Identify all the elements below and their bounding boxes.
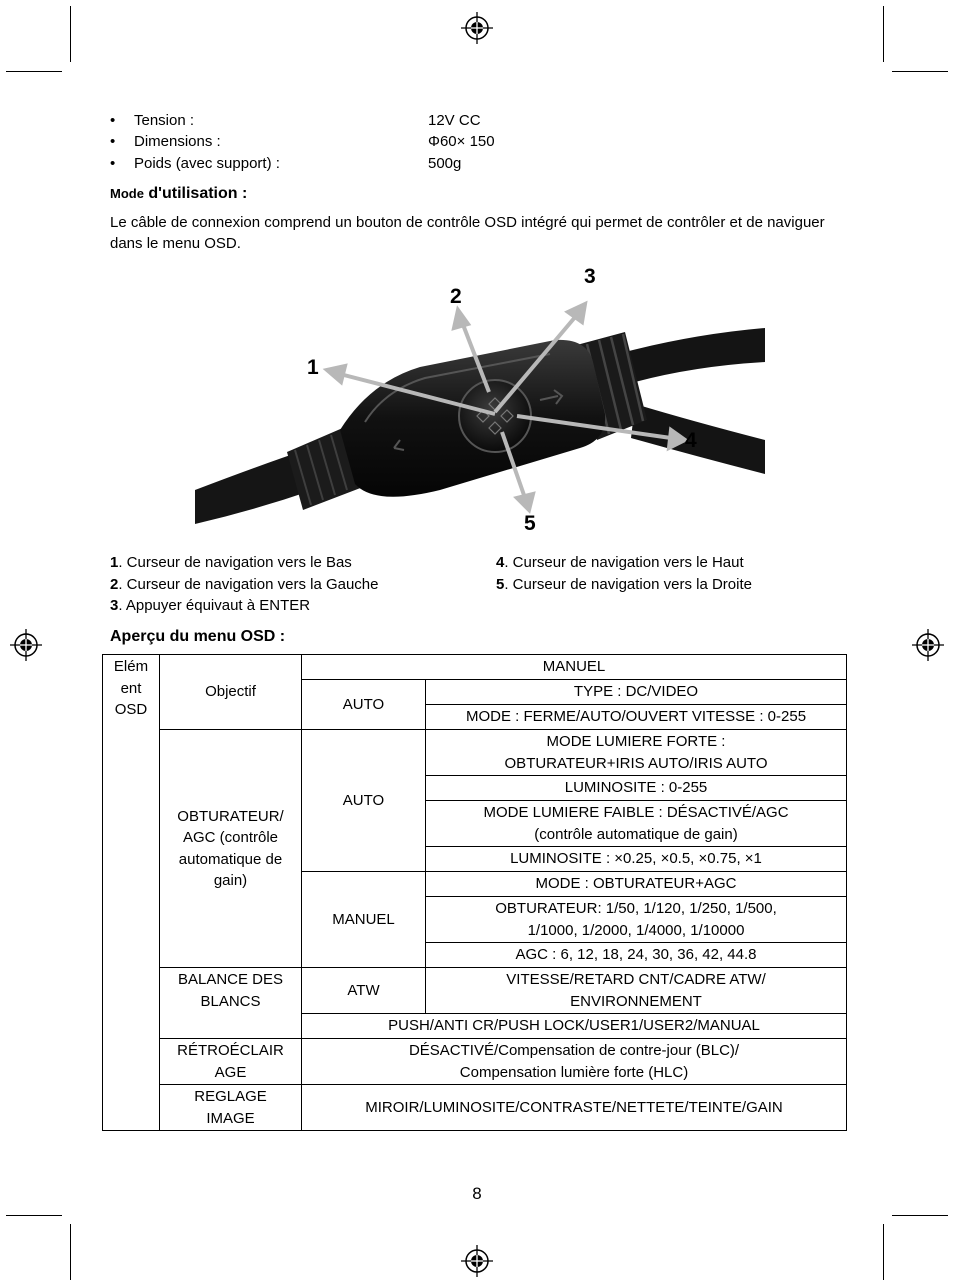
legend-text: . Curseur de navigation vers la Droite	[504, 575, 752, 593]
usage-heading-rest: d'utilisation :	[148, 185, 248, 202]
luminosite-factor-cell: LUMINOSITE : ×0.25, ×0.5, ×0.75, ×1	[426, 847, 847, 872]
image-label-cell	[160, 1085, 302, 1131]
page-number: 8	[472, 1184, 482, 1203]
manuel-header-cell: MANUEL	[302, 655, 847, 680]
objectif-cell: Objectif	[160, 655, 302, 730]
legend-text: . Appuyer équivaut à ENTER	[118, 597, 311, 614]
cell-line: Compensation lumière forte (HLC)	[459, 1063, 689, 1081]
bullet: •	[110, 133, 116, 150]
shutter-speeds-cell	[426, 897, 847, 943]
usage-paragraph: Le câble de connexion comprend un bouton de contrôle OSD intégré qui permet de contrôler et de naviguer dans le menu OSD.	[110, 214, 825, 252]
legend-right	[496, 552, 752, 595]
registration-mark-icon	[910, 627, 946, 663]
table-row	[103, 1085, 847, 1131]
spec-label: Tension :	[134, 112, 195, 129]
agc-values-cell: AGC : 6, 12, 18, 24, 30, 36, 42, 44.8	[426, 943, 847, 968]
cell-line: MODE LUMIERE FORTE :	[546, 733, 726, 750]
osd-menu-table	[102, 654, 847, 1131]
usage-heading	[110, 185, 247, 203]
label-line: BLANCS	[200, 992, 261, 1010]
auto-cell: AUTO	[302, 680, 426, 730]
crop-mark	[892, 71, 948, 72]
crop-mark	[6, 1215, 62, 1216]
table-row	[103, 655, 847, 680]
osd-heading: Aperçu du menu OSD :	[110, 628, 286, 645]
legend-item	[496, 574, 752, 596]
figure-label-4: 4	[685, 429, 697, 452]
legend-item	[110, 574, 379, 596]
table-row	[103, 730, 847, 776]
mode-cell: MODE : FERME/AUTO/OUVERT VITESSE : 0-255	[426, 705, 847, 730]
legend-text: . Curseur de navigation vers la Gauche	[118, 575, 379, 593]
cell-line: (contrôle automatique de gain)	[534, 825, 738, 843]
atw-speed-cell	[426, 968, 847, 1014]
figure-label-2: 2	[450, 285, 462, 308]
label-line: AGE	[214, 1063, 247, 1081]
legend-number: 4	[496, 554, 505, 571]
label-line: AGC (contrôle	[182, 829, 279, 846]
image-value-cell: MIROIR/LUMINOSITE/CONTRASTE/NETTETE/TEINTE/GAIN	[302, 1085, 847, 1131]
cell-line: DÉSACTIVÉ/Compensation de contre-jour (BLC)/	[408, 1042, 740, 1059]
spec-value: 12V CC	[428, 112, 481, 129]
label-line: OBTURATEUR/	[177, 807, 284, 825]
figure-label-1: 1	[307, 356, 319, 379]
legend-left	[110, 552, 379, 617]
crop-mark	[6, 71, 62, 72]
label-line: BALANCE DES	[177, 971, 284, 988]
elem-header-cell	[103, 655, 160, 1131]
spec-value: 500g	[428, 155, 462, 172]
obturateur-manuel-cell: MANUEL	[302, 872, 426, 968]
legend-item	[110, 552, 379, 574]
crop-mark	[892, 1215, 948, 1216]
label-line: gain)	[213, 872, 248, 889]
label-line: RÉTROÉCLAIR	[177, 1042, 284, 1059]
registration-mark-icon	[459, 10, 495, 46]
label-line: automatique de	[178, 850, 283, 868]
elem-header-line: OSD	[114, 701, 148, 718]
white-balance-label-cell	[160, 968, 302, 1039]
cell-line: 1/1000, 1/2000, 1/4000, 1/10000	[527, 921, 745, 939]
crop-mark	[883, 6, 884, 62]
obturateur-label-cell	[160, 730, 302, 968]
spec-value: Φ60× 150	[428, 133, 495, 150]
lumiere-forte-cell	[426, 730, 847, 776]
elem-header-line: ent	[120, 679, 142, 697]
crop-mark	[70, 1224, 71, 1280]
backlight-label-cell	[160, 1039, 302, 1085]
atw-cell: ATW	[302, 968, 426, 1014]
figure-label-5: 5	[524, 512, 536, 535]
registration-mark-icon	[8, 627, 44, 663]
obturateur-auto-cell: AUTO	[302, 730, 426, 872]
bullet: •	[110, 112, 116, 129]
cell-line: VITESSE/RETARD CNT/CADRE ATW/	[506, 971, 766, 988]
type-cell: TYPE : DC/VIDEO	[426, 680, 847, 705]
figure-label-3: 3	[584, 265, 596, 288]
luminosite-cell: LUMINOSITE : 0-255	[426, 776, 847, 801]
cell-line: OBTURATEUR+IRIS AUTO/IRIS AUTO	[504, 754, 768, 772]
bullet: •	[110, 155, 116, 172]
registration-mark-icon	[459, 1243, 495, 1279]
legend-item	[110, 595, 379, 617]
legend-text: . Curseur de navigation vers le Haut	[504, 554, 744, 571]
backlight-value-cell	[302, 1039, 847, 1085]
osd-cable-figure	[195, 262, 765, 534]
spec-label: Poids (avec support) :	[134, 155, 280, 172]
cell-line: ENVIRONNEMENT	[570, 992, 702, 1010]
cell-line: MODE LUMIERE FAIBLE : DÉSACTIVÉ/AGC	[483, 804, 789, 821]
usage-heading-small: Mode	[110, 186, 144, 201]
lumiere-faible-cell	[426, 801, 847, 847]
legend-number: 3	[110, 597, 119, 614]
spec-label: Dimensions :	[134, 133, 221, 150]
legend-text: . Curseur de navigation vers le Bas	[118, 554, 352, 571]
crop-mark	[883, 1224, 884, 1280]
crop-mark	[70, 6, 71, 62]
table-row	[103, 1039, 847, 1085]
push-modes-cell: PUSH/ANTI CR/PUSH LOCK/USER1/USER2/MANUAL	[302, 1014, 847, 1039]
table-row	[103, 968, 847, 1014]
label-line: IMAGE	[206, 1109, 255, 1127]
elem-header-line: Elém	[113, 658, 149, 675]
cell-line: OBTURATEUR: 1/50, 1/120, 1/250, 1/500,	[495, 900, 777, 917]
label-line: REGLAGE	[194, 1088, 267, 1105]
legend-item	[496, 552, 752, 574]
mode-agc-cell: MODE : OBTURATEUR+AGC	[426, 872, 847, 897]
legend-number: 1	[110, 554, 119, 571]
legend-number: 2	[110, 575, 119, 593]
legend-number: 5	[496, 575, 505, 593]
